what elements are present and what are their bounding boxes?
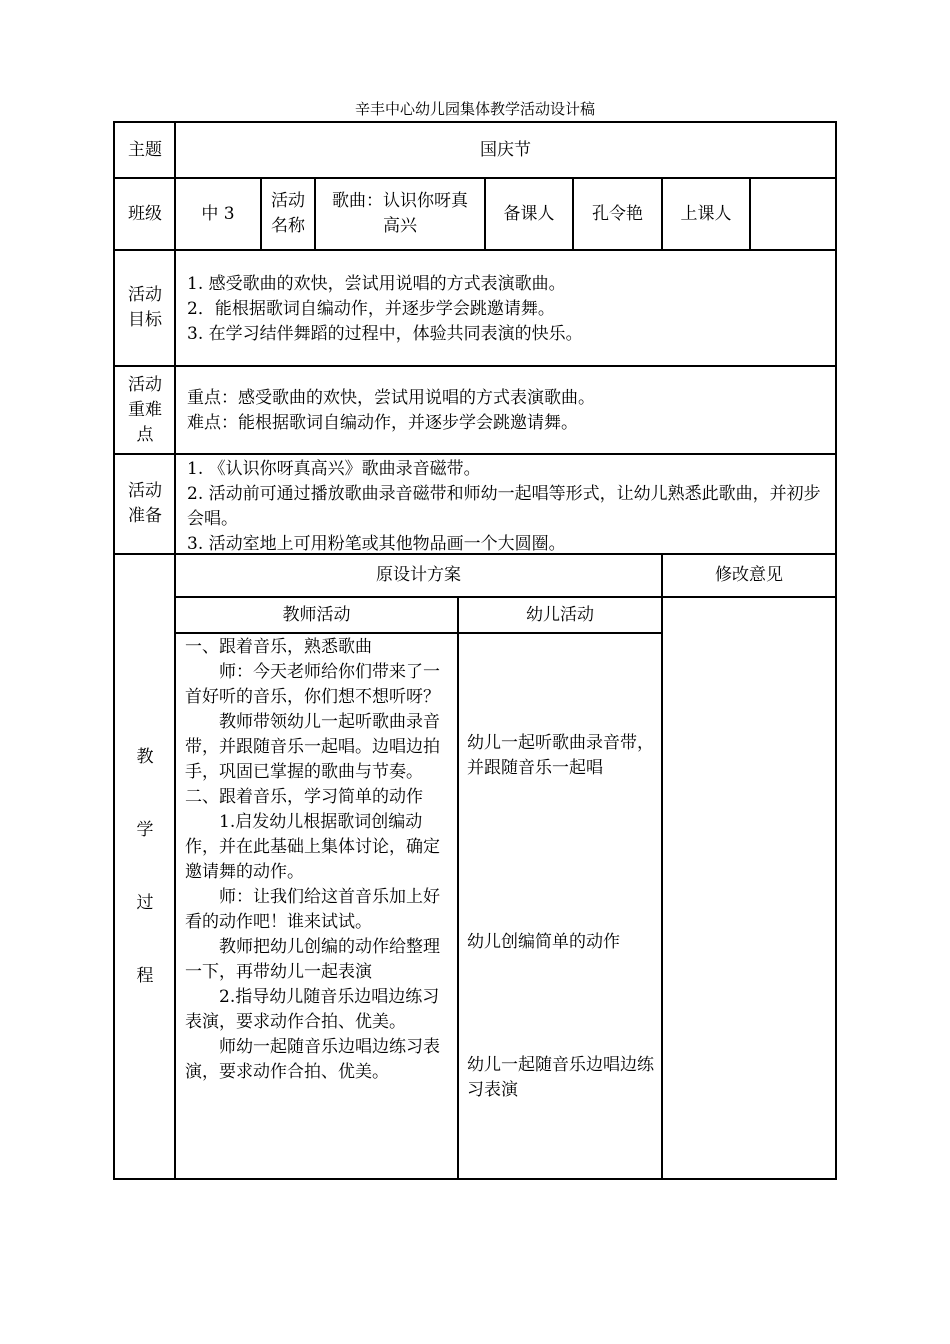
teacher-paragraph: 一、跟着音乐，熟悉歌曲 xyxy=(185,637,372,657)
goals-content xyxy=(187,272,827,347)
teacher-paragraph: 师：今天老师给你们带来了一首好听的音乐，你们想不想听呀？ xyxy=(185,662,440,707)
teacher-paragraph: 教师把幼儿创编的动作给整理一下，再带幼儿一起表演 xyxy=(185,937,440,982)
activity-name-label xyxy=(262,179,314,249)
child-activity-item: 幼儿一起随音乐边唱边练习表演 xyxy=(467,1055,654,1100)
keypoint-item: 重点：感受歌曲的欢快，尝试用说唱的方式表演歌曲。 xyxy=(187,388,595,408)
preparation-label-line2: 准备 xyxy=(128,506,162,526)
teacher-paragraph: 师：让我们给这首音乐加上好看的动作吧！谁来试试。 xyxy=(185,887,440,932)
keypoints-label xyxy=(115,367,175,453)
preparer-label: 备课人 xyxy=(503,203,555,224)
process-label xyxy=(115,555,175,1178)
teacher-paragraph: 二、跟着音乐，学习简单的动作 xyxy=(185,787,423,807)
row-divider-keypoints xyxy=(115,453,835,455)
class-label: 班级 xyxy=(128,203,162,224)
theme-value: 国庆节 xyxy=(480,140,531,160)
keypoints-label-line3: 点 xyxy=(136,424,154,445)
activity-name-label-line1: 活动 xyxy=(271,191,305,211)
activity-name-value xyxy=(316,179,484,249)
preparation-item: 1. 《认识你呀真高兴》歌曲录音磁带。 xyxy=(187,459,481,479)
goal-item: 1. 感受歌曲的欢快，尝试用说唱的方式表演歌曲。 xyxy=(187,274,566,294)
page-title: 辛丰中心幼儿园集体教学活动设计稿 xyxy=(354,100,595,118)
teacher-activity-content xyxy=(185,635,453,1085)
child-activity-item: 幼儿创编简单的动作 xyxy=(467,932,620,952)
goals-label-line2: 目标 xyxy=(128,310,162,330)
class-value: 中 3 xyxy=(201,203,235,224)
theme-label: 主题 xyxy=(128,140,162,160)
col-divider-teacher-child xyxy=(457,596,459,1178)
col-divider-revision xyxy=(661,553,663,1178)
child-activity-item: 幼儿一起听歌曲录音带，并跟随音乐一起唱 xyxy=(467,733,654,778)
teacher-value xyxy=(751,179,835,249)
teacher-activity-header: 教师活动 xyxy=(282,604,351,625)
keypoints-label-line1: 活动 xyxy=(128,374,162,395)
teacher-paragraph: 2.指导幼儿随音乐边唱边练习表演，要求动作合拍、优美。 xyxy=(185,987,440,1032)
activity-name-label-line2: 名称 xyxy=(271,216,305,236)
child-activity-header: 幼儿活动 xyxy=(526,604,594,625)
teacher-paragraph: 师幼一起随音乐边唱边练习表演，要求动作合拍、优美。 xyxy=(185,1037,440,1082)
revision-header: 修改意见 xyxy=(715,565,783,585)
goals-label xyxy=(115,251,175,365)
preparation-label-line1: 活动 xyxy=(128,481,162,501)
goal-item: 2．能根据歌词自编动作，并逐步学会跳邀请舞。 xyxy=(187,299,555,319)
activity-name-value-line2: 高兴 xyxy=(383,216,417,236)
process-label-char: 程 xyxy=(136,965,154,986)
process-label-char: 教 xyxy=(136,746,154,767)
preparation-item: 2. 活动前可通过播放歌曲录音磁带和师幼一起唱等形式，让幼儿熟悉此歌曲，并初步会唱。 xyxy=(187,484,821,529)
row-divider-activity-header xyxy=(175,632,661,634)
teacher-label: 上课人 xyxy=(680,203,732,224)
keypoints-content xyxy=(187,386,827,436)
goal-item: 3. 在学习结伴舞蹈的过程中，体验共同表演的快乐。 xyxy=(187,324,583,344)
teacher-paragraph: 教师带领幼儿一起听歌曲录音带，并跟随音乐一起唱。边唱边拍手，巩固已掌握的歌曲与节奏。 xyxy=(185,712,440,782)
preparation-item: 3. 活动室地上可用粉笔或其他物品画一个大圆圈。 xyxy=(187,534,566,554)
keypoint-item: 难点：能根据歌词自编动作，并逐步学会跳邀请舞。 xyxy=(187,413,578,433)
row-divider-class xyxy=(115,249,835,251)
preparation-label xyxy=(115,455,175,553)
row-divider-goals xyxy=(115,365,835,367)
preparation-content xyxy=(187,457,833,557)
process-label-char: 学 xyxy=(136,819,154,840)
preparer-value: 孔令艳 xyxy=(592,203,643,224)
activity-name-value-line1: 歌曲：认识你呀真 xyxy=(332,191,468,211)
process-label-char: 过 xyxy=(136,892,154,913)
lesson-plan-table xyxy=(113,121,837,1180)
keypoints-label-line2: 重难 xyxy=(128,399,162,420)
teacher-paragraph: 1.启发幼儿根据歌词创编动作，并在此基础上集体讨论，确定邀请舞的动作。 xyxy=(185,812,440,882)
original-plan-header: 原设计方案 xyxy=(376,565,461,585)
goals-label-line1: 活动 xyxy=(128,285,162,305)
